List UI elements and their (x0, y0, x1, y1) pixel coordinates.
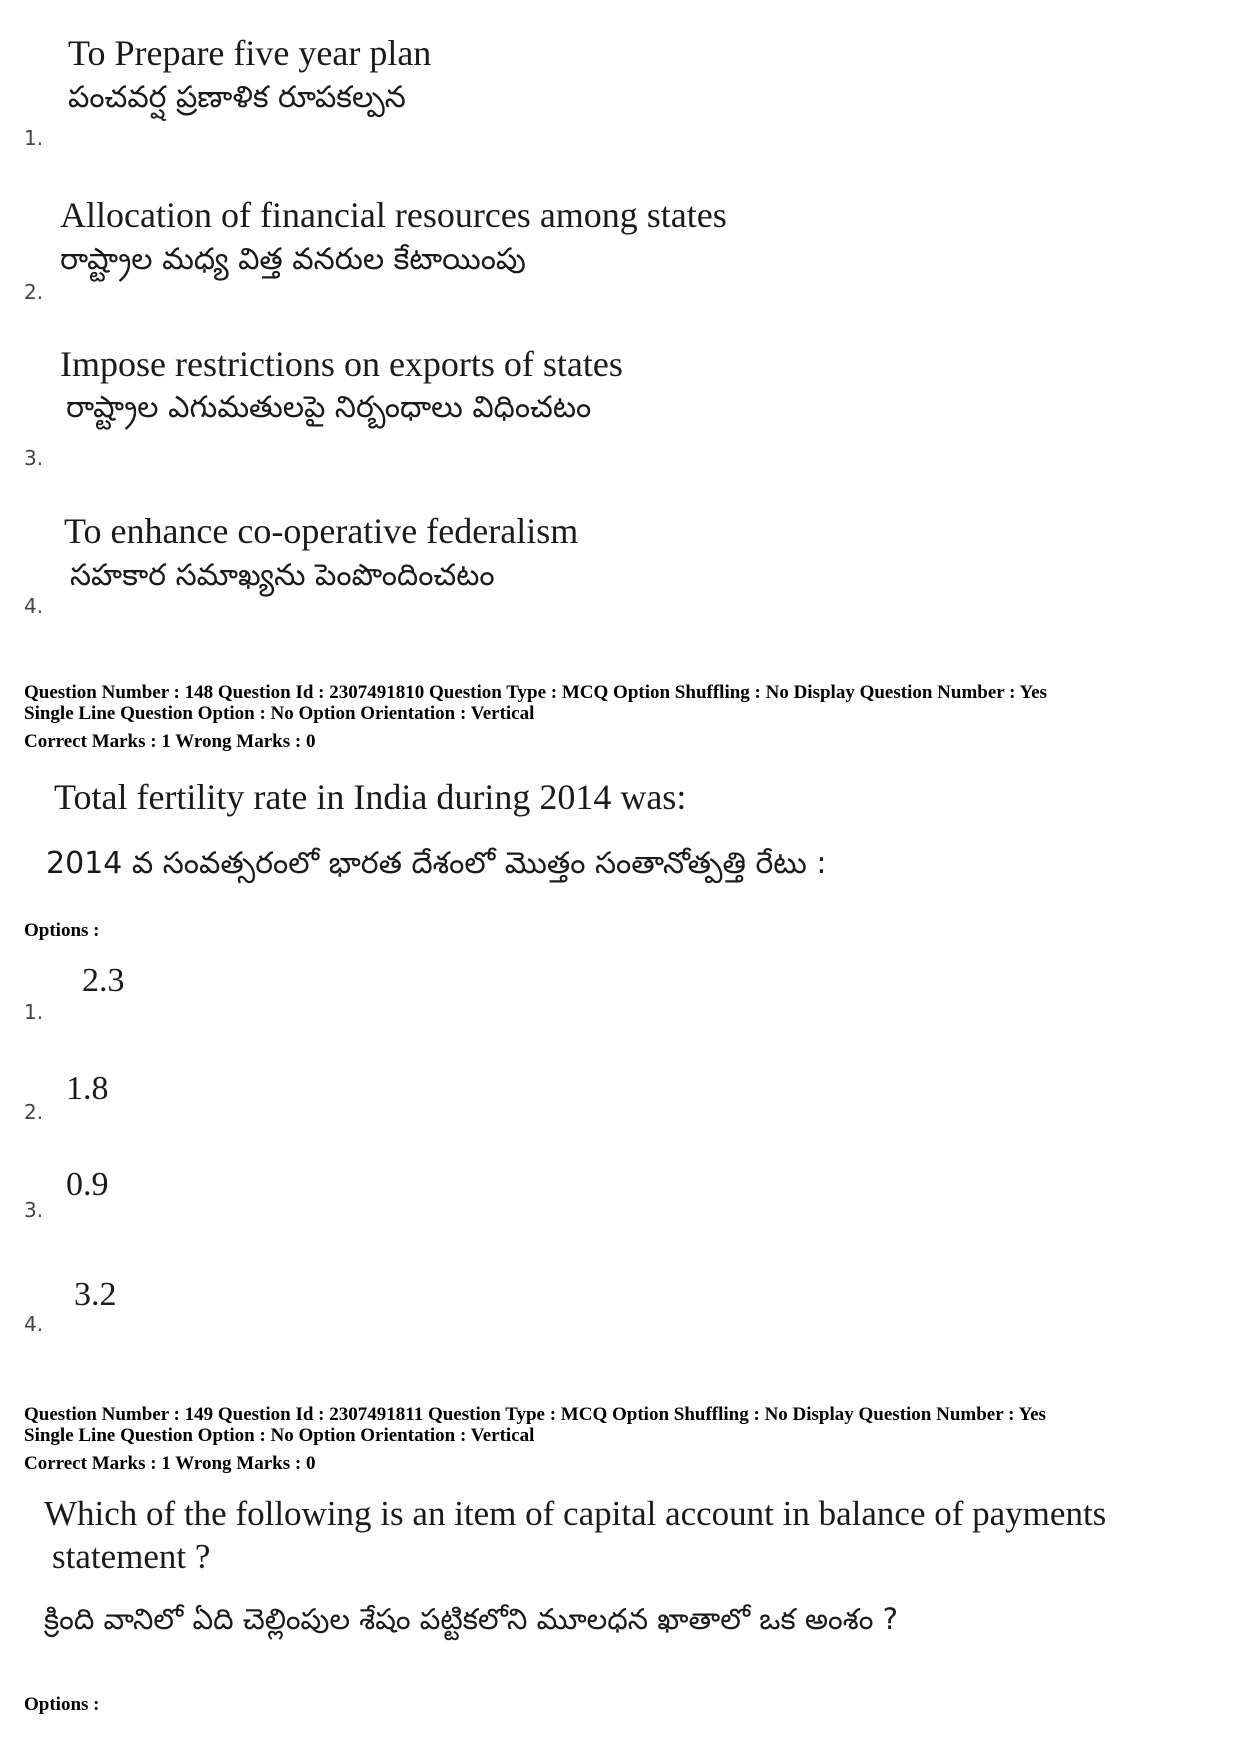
q148-option-1-value: 2.3 (82, 962, 125, 999)
q148-question-english: Total fertility rate in India during 2014 was: (54, 777, 687, 817)
q148-option-4-value: 3.2 (74, 1276, 117, 1313)
q149-question-english-line2: statement ? (52, 1537, 211, 1576)
q148-option-3-number: 3. (24, 1198, 44, 1222)
q149-question-telugu: క్రింది వానిలో ఏది చెల్లింపుల శేషం పట్టికలోని మూలధన ఖాతాలో ఒక అంశం ? (44, 1602, 899, 1636)
q148-option-3-value: 0.9 (66, 1166, 109, 1203)
q149-meta-line2: Single Line Question Option : No Option Orientation : Vertical (24, 1425, 535, 1446)
prev-option-2-telugu: రాష్ట్రాల మధ్య విత్త వనరుల కేటాయింపు (60, 242, 526, 277)
prev-option-1-telugu: పంచవర్ష ప్రణాళిక రూపకల్పన (68, 80, 406, 115)
prev-option-1-english: To Prepare five year plan (68, 33, 432, 73)
prev-option-1-number: 1. (24, 126, 44, 150)
prev-option-4-english: To enhance co-operative federalism (64, 511, 579, 551)
prev-option-3-english: Impose restrictions on exports of states (60, 344, 623, 384)
q148-meta-line2: Single Line Question Option : No Option Orientation : Vertical (24, 703, 535, 724)
q149-options-label: Options : (24, 1694, 100, 1715)
q148-question-telugu: 2014 వ సంవత్సరంలో భారత దేశంలో మొత్తం సంతానోత్పత్తి రేటు : (46, 846, 827, 881)
q148-option-2-number: 2. (24, 1100, 44, 1124)
q148-marks: Correct Marks : 1 Wrong Marks : 0 (24, 731, 316, 752)
prev-option-4-telugu: సహకార సమాఖ్యను పెంపొందించటం (70, 558, 495, 593)
q149-meta-line1: Question Number : 149 Question Id : 2307491811 Question Type : MCQ Option Shuffling : No Display Question Number : Yes (24, 1404, 1046, 1425)
q148-option-2-value: 1.8 (66, 1070, 109, 1107)
prev-option-2-english: Allocation of financial resources among states (60, 195, 727, 235)
q148-option-4-number: 4. (24, 1312, 44, 1336)
q148-options-label: Options : (24, 920, 100, 941)
q149-question-english-line1: Which of the following is an item of capital account in balance of payments (44, 1494, 1107, 1533)
prev-option-4-number: 4. (24, 594, 44, 618)
q148-meta-line1: Question Number : 148 Question Id : 2307491810 Question Type : MCQ Option Shuffling : No Display Question Number : Yes (24, 682, 1047, 703)
prev-option-3-number: 3. (24, 446, 44, 470)
prev-option-2-number: 2. (24, 280, 44, 304)
prev-option-3-telugu: రాష్ట్రాల ఎగుమతులపై నిర్బంధాలు విధించటం (66, 390, 592, 425)
q148-option-1-number: 1. (24, 1000, 44, 1024)
q149-marks: Correct Marks : 1 Wrong Marks : 0 (24, 1453, 316, 1474)
